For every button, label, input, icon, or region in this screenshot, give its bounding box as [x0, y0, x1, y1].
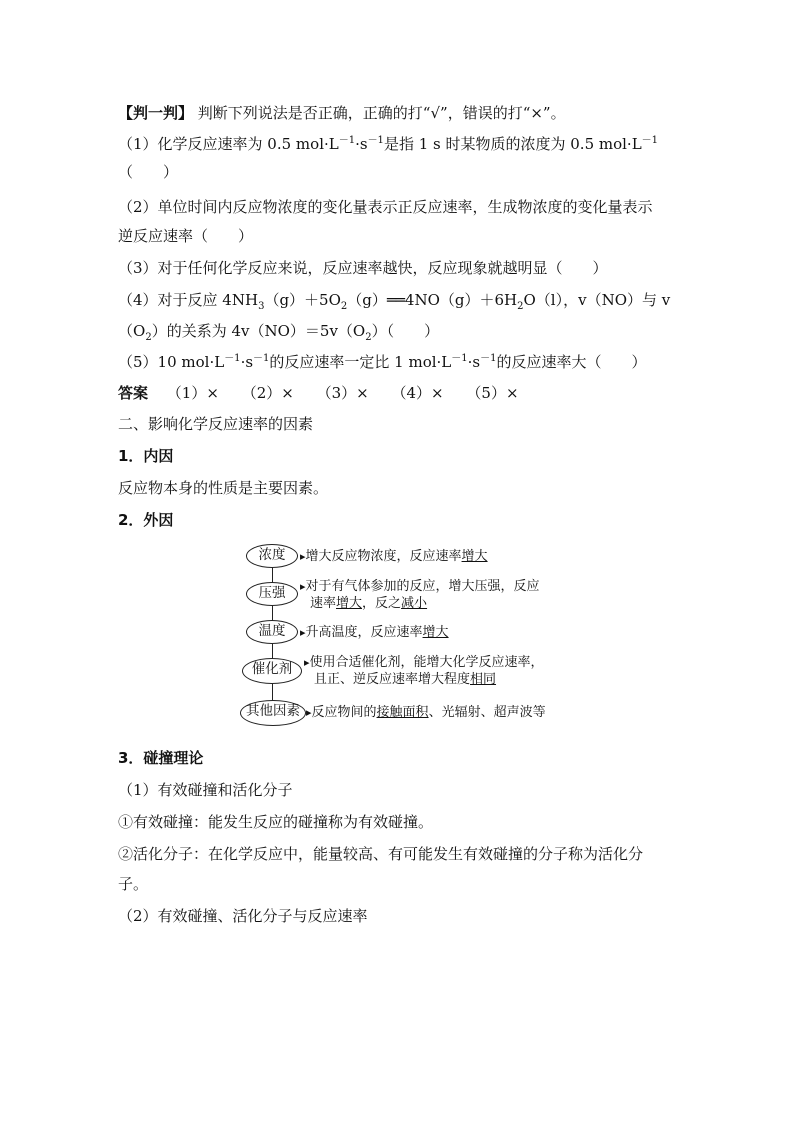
answer-label: 答案	[118, 384, 149, 402]
node-pressure: 压强	[246, 582, 298, 606]
question-3: （3）对于任何化学反应来说，反应速率越快，反应现象就越明显（ ）	[118, 259, 608, 277]
question-5: （5）10 $mol\cdot L^{-1}\cdot s^{-1}$的反应速率一定比 1 $mol\cdot L^{-1}\cdot s^{-1}$的反应速率大（ ）	[118, 353, 647, 371]
collision-sub-1: （1）有效碰撞和活化分子	[118, 781, 293, 799]
judge-title: 【判一判】	[118, 104, 194, 122]
activated-molecule-text: ②活化分子：在化学反应中，能量较高、有可能发生有效碰撞的分子称为活化分	[118, 845, 644, 863]
question-4: （4）对于反应 $4NH_3(g)+5O_2(g)══4NO(g)+6H_2O(l)$，v（NO）与 v	[118, 291, 671, 312]
node-temperature: 温度	[246, 620, 298, 644]
question-4-cont: $(O_2)$的关系为 $4v(NO)=5v(O_2)$（ ）	[118, 322, 440, 343]
question-2-cont: 逆反应速率（ ）	[118, 227, 254, 245]
factors-diagram	[240, 540, 570, 730]
collision-theory-title: 3．碰撞理论	[118, 749, 204, 767]
answer-item: （2）×	[241, 384, 294, 402]
outer-cause-title: 2．外因	[118, 511, 174, 529]
answer-line	[118, 383, 537, 403]
section-2-heading: 二、影响化学反应速率的因素	[118, 415, 314, 433]
question-2: （2）单位时间内反应物浓度的变化量表示正反应速率，生成物浓度的变化量表示	[118, 198, 653, 216]
collision-sub-2: （2）有效碰撞、活化分子与反应速率	[118, 907, 368, 925]
catalyst-text: ▸使用合适催化剂，能增大化学反应速率， 且正、逆反应速率增大程度相同	[304, 655, 544, 687]
temperature-text: ▸升高温度，反应速率增大	[300, 625, 449, 640]
concentration-text: ▸增大反应物浓度，反应速率增大	[300, 549, 488, 564]
question-1-answer-blank[interactable]: （ ）	[118, 163, 179, 181]
answer-item: （3）×	[316, 384, 369, 402]
node-other-factors: 其他因素	[240, 700, 306, 726]
other-factors-text: ▸反应物间的接触面积、光辐射、超声波等	[306, 705, 546, 720]
answer-item: （1）×	[166, 384, 219, 402]
node-catalyst: 催化剂	[242, 658, 302, 684]
judge-intro-line	[118, 103, 566, 123]
question-1: （1）化学反应速率为 0.5 $mol\cdot L^{-1}\cdot s^{-1}$是指 1 s 时某物质的浓度为 0.5 $mol\cdot L^{-1}$	[118, 135, 659, 153]
pressure-text: ▸对于有气体参加的反应，增大压强，反应 速率增大，反之减小	[300, 579, 540, 611]
inner-cause-title: 1．内因	[118, 447, 174, 465]
judge-intro: 判断下列说法是否正确，正确的打“√”，错误的打“×”。	[197, 104, 566, 122]
answer-item: （5）×	[466, 384, 519, 402]
node-concentration: 浓度	[246, 544, 298, 568]
activated-molecule-text-cont: 子。	[118, 875, 149, 893]
inner-cause-text: 反应物本身的性质是主要因素。	[118, 479, 329, 497]
effective-collision-text: ①有效碰撞：能发生反应的碰撞称为有效碰撞。	[118, 813, 434, 831]
answer-item: （4）×	[391, 384, 444, 402]
